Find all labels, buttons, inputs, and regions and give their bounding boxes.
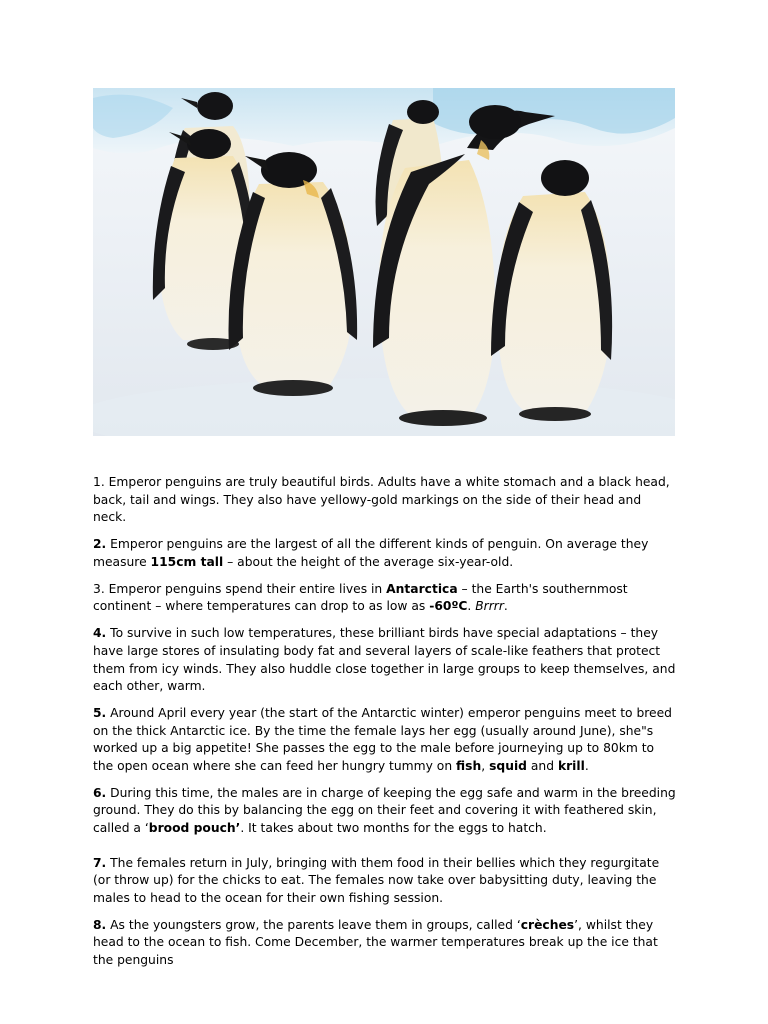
- bold-text: Antarctica: [386, 581, 458, 596]
- paragraph-7: [93, 855, 677, 908]
- text-run: 1. Emperor penguins are truly beautiful birds. Adults have a white stomach and a black head, back, tail and wings. They also have yellowy-gold markings on the side of their head and neck.: [93, 475, 670, 525]
- paragraph-2: [93, 536, 677, 571]
- bold-text: 6.: [93, 785, 107, 800]
- paragraph-8: [93, 917, 677, 970]
- text-run: .: [503, 599, 508, 614]
- text-run: The females return in July, bringing with them food in their bellies which they regurgitate (or throw up) for the chicks to eat. The females now take over babysitting duty, leaving the males to head to the ocean for their own fishing session.: [93, 855, 660, 905]
- bold-text: krill: [557, 758, 585, 773]
- bold-text: fish: [456, 758, 482, 773]
- text-run: 3. Emperor penguins spend their entire lives in: [93, 581, 387, 596]
- text-run: Around April every year (the start of the Antarctic winter) emperor penguins meet to breed on the thick Antarctic ice. By the time the female lays her egg (usually around June), she"s worked up a big appetite! She passes the egg to the male before journeying up to 80km to the open ocean where she can feed her hungry tummy on: [93, 706, 672, 773]
- bold-text: squid: [489, 758, 527, 773]
- bold-text: brood pouch’: [148, 821, 241, 836]
- article-body: [93, 474, 677, 979]
- bold-text: 8.: [93, 917, 107, 932]
- paragraph-5: [93, 705, 677, 775]
- text-run: During this time, the males are in charge of keeping the egg safe and warm in the breeding ground. They do this by balancing the egg on their feet and covering it with feathered skin, called a ‘: [93, 785, 676, 836]
- bold-text: 5.: [93, 706, 107, 721]
- bold-text: 115cm tall: [150, 554, 224, 569]
- text-run: . It takes about two months for the eggs to hatch.: [240, 821, 547, 836]
- paragraph-3: [93, 581, 677, 616]
- text-run: As the youngsters grow, the parents leave them in groups, called ‘: [106, 917, 521, 932]
- text-run: Emperor penguins are the largest of all the different kinds of penguin. On average they measure: [93, 537, 649, 569]
- text-run: .: [584, 758, 589, 773]
- paragraph-6: [93, 785, 677, 838]
- text-run: – about the height of the average six-year-old.: [223, 554, 514, 569]
- text-run: .: [467, 599, 476, 614]
- text-run: and: [526, 758, 558, 773]
- text-run: ,: [481, 758, 490, 773]
- paragraph-4: [93, 625, 677, 695]
- bold-text: crèches: [520, 917, 575, 932]
- bold-text: 7.: [93, 855, 107, 870]
- text-run: – the Earth's southernmost continent – where temperatures can drop to as low as: [93, 581, 628, 614]
- text-run: To survive in such low temperatures, these brilliant birds have special adaptations – they have large stores of insulating body fat and several layers of scale-like feathers that protect them from icy winds. They also huddle close together in large groups to keep themselves, and each other, warm.: [93, 626, 676, 694]
- bold-text: -60ºC: [429, 599, 468, 614]
- bold-text: 2.: [93, 537, 107, 552]
- penguins-photo: [93, 88, 675, 436]
- bold-text: 4.: [93, 626, 107, 641]
- italic-text: Brrrr: [475, 599, 504, 614]
- paragraph-1: [93, 474, 677, 527]
- text-run: ’, whilst they head to the ocean to fish. Come December, the warmer temperatures break up the ice that the penguins: [93, 917, 658, 967]
